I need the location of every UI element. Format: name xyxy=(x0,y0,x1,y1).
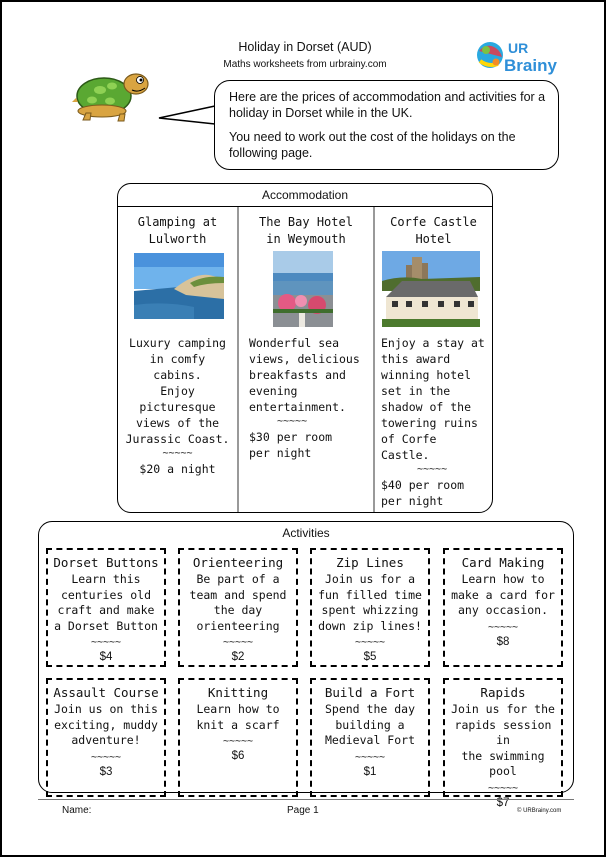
activities-title: Activities xyxy=(282,526,330,540)
tilde-separator: ~~~~~ xyxy=(90,637,122,648)
svg-text:UR: UR xyxy=(508,40,529,56)
activity-name: Orienteering xyxy=(192,555,284,570)
accommodation-desc-text: Luxury camping in comfy cabins. Enjoy picturesque views of the Jurassic Coast. xyxy=(125,336,230,446)
activity-price: $5 xyxy=(363,651,377,663)
tilde-separator: ~~~~~ xyxy=(222,736,254,747)
accommodation-panel xyxy=(117,183,493,513)
activity-card-card-making xyxy=(443,548,563,667)
intro-speech-bubble xyxy=(214,80,559,170)
accommodation-card xyxy=(239,207,373,512)
accommodation-price: $40 per room per night xyxy=(381,478,465,508)
activity-price: $8 xyxy=(496,635,510,648)
activity-name: Build a Fort xyxy=(324,685,416,700)
accommodation-description xyxy=(124,335,231,477)
activity-card-knitting xyxy=(178,678,298,797)
accommodation-description xyxy=(249,335,371,461)
activity-card-orienteering xyxy=(178,548,298,667)
activity-description: Learn this centuries old craft and make a Dorset Button xyxy=(54,572,158,633)
activity-description: Learn how to make a card for any occasion. xyxy=(451,572,555,617)
castle-hotel-photo xyxy=(382,251,480,327)
activity-card-dorset-buttons xyxy=(46,548,166,667)
footer-divider xyxy=(38,799,574,800)
coast-photo xyxy=(134,253,224,319)
activity-description: Spend the day building a Medieval Fort xyxy=(324,702,415,747)
accommodation-description xyxy=(381,335,490,509)
activity-description: Join us for the rapids session in the swimming pool xyxy=(451,702,555,778)
activity-price: $7 xyxy=(496,796,510,809)
page-title: Holiday in Dorset (AUD) xyxy=(238,40,372,54)
activity-price: $3 xyxy=(99,765,113,778)
accommodation-title: Accommodation xyxy=(261,188,349,202)
activity-price: $1 xyxy=(363,765,377,778)
activity-description: Be part of a team and spend the day orienteering xyxy=(189,572,287,633)
accommodation-price: $30 per room per night xyxy=(249,430,333,460)
activity-description: Learn how to knit a scarf xyxy=(196,702,280,732)
name-label: Name: xyxy=(62,805,92,816)
activity-card-rapids xyxy=(443,678,563,809)
activity-name: Assault Course xyxy=(53,685,159,700)
tilde-separator: ~~~~~ xyxy=(354,637,386,648)
activity-name: Card Making xyxy=(461,555,545,570)
seaside-photo xyxy=(273,251,333,327)
activity-name: Rapids xyxy=(480,685,526,700)
tilde-separator: ~~~~~ xyxy=(487,782,519,794)
activity-card-assault-course xyxy=(46,678,166,797)
activity-price: $4 xyxy=(99,651,113,663)
page-number: Page 1 xyxy=(287,805,319,816)
accommodation-card xyxy=(118,207,237,512)
page-subtitle: Maths worksheets from urbrainy.com xyxy=(223,59,387,70)
svg-text:Brainy: Brainy xyxy=(504,56,557,75)
tilde-separator: ~~~~~ xyxy=(277,416,308,427)
tilde-separator: ~~~~~ xyxy=(487,621,519,633)
tilde-separator: ~~~~~ xyxy=(90,751,122,763)
activity-price: $6 xyxy=(231,750,245,762)
tilde-separator: ~~~~~ xyxy=(354,751,386,763)
accommodation-name: The Bay Hotel in Weymouth xyxy=(259,215,353,246)
activity-price: $2 xyxy=(231,651,245,663)
activity-name: Knitting xyxy=(207,685,269,700)
activities-panel xyxy=(38,521,574,809)
tilde-separator: ~~~~~ xyxy=(417,464,448,475)
activity-description: Join us on this exciting, muddy adventure! xyxy=(54,702,158,747)
turtle-mascot-icon xyxy=(72,64,162,122)
activity-card-build-a-fort xyxy=(310,678,430,797)
tilde-separator: ~~~~~ xyxy=(222,637,254,648)
accommodation-desc-text: Wonderful sea views, delicious breakfasts and evening entertainment. xyxy=(249,336,360,414)
intro-text-1: Here are the prices of accommodation and activities for a holiday in Dorset while in the UK. xyxy=(229,90,546,120)
activity-name: Zip Lines xyxy=(336,555,404,570)
accommodation-card xyxy=(375,207,492,512)
accommodation-name: Glamping at Lulworth xyxy=(137,215,218,246)
activity-card-zip-lines xyxy=(310,548,430,667)
intro-text-2: You need to work out the cost of the holidays on the following page. xyxy=(229,130,516,160)
urbrainy-logo xyxy=(474,35,566,77)
accommodation-price: $20 a night xyxy=(139,462,216,476)
accommodation-desc-text: Enjoy a stay at this award winning hotel set in the shadow of the towering ruins of Corfe Castle. xyxy=(381,336,485,462)
copyright-text: © URBrainy.com xyxy=(517,808,562,814)
tilde-separator: ~~~~~ xyxy=(162,448,193,459)
accommodation-name: Corfe Castle Hotel xyxy=(390,215,477,246)
activity-description: Join us for a fun filled time spent whizzing down zip lines! xyxy=(318,572,422,633)
activity-name: Dorset Buttons xyxy=(53,555,159,570)
